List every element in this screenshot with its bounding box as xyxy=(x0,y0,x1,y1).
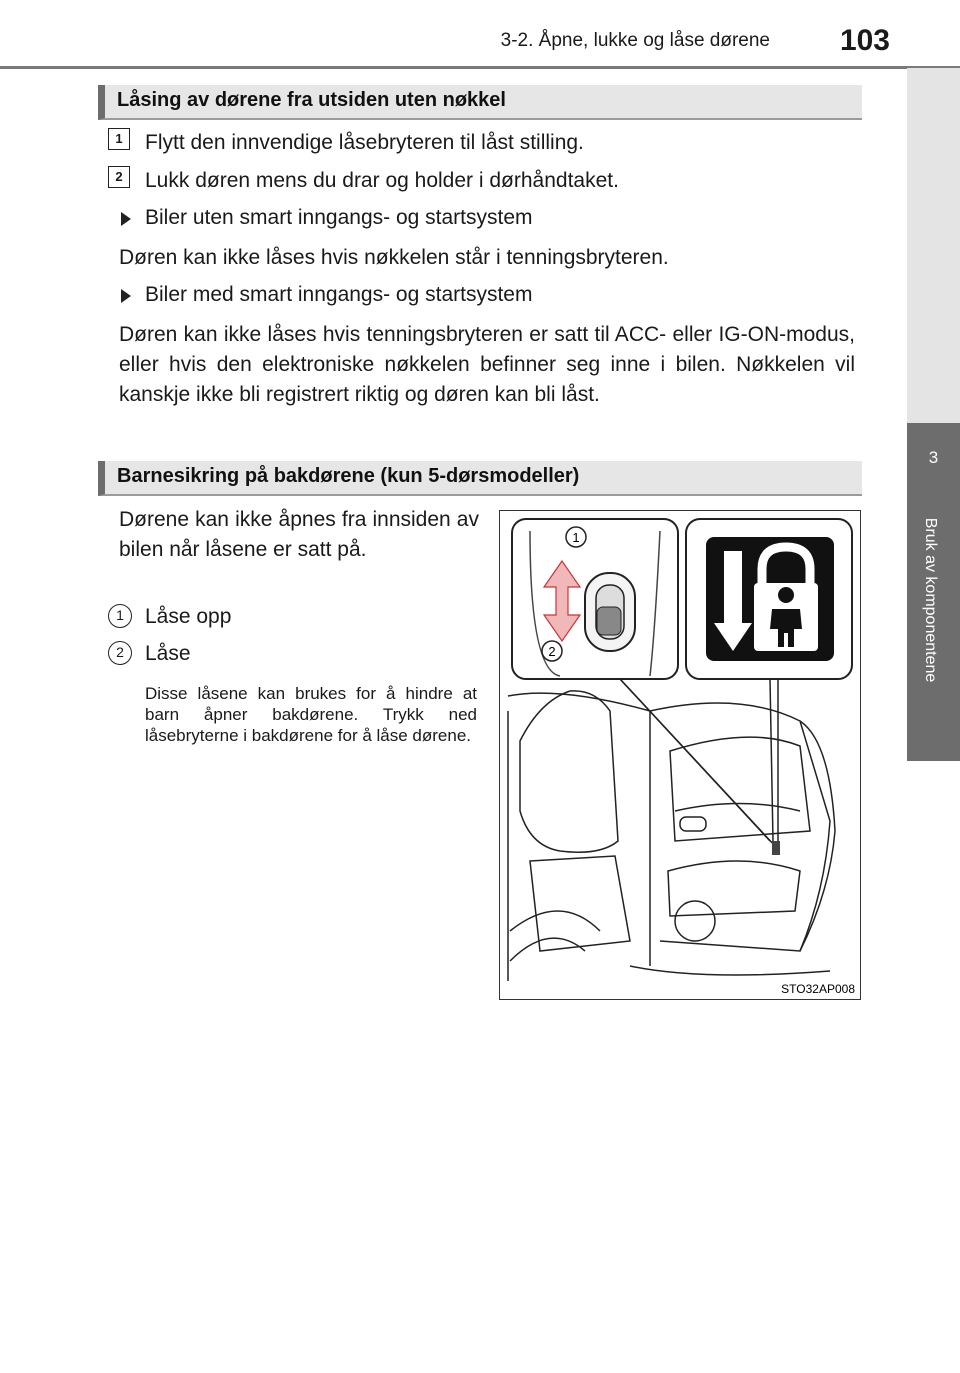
step-number-box: 2 xyxy=(108,166,130,188)
step-text: Lukk døren mens du drar og holder i dørhåndtaket. xyxy=(145,169,619,192)
item-number-circle: 1 xyxy=(108,604,132,628)
step-text: Flytt den innvendige låsebryteren til låst stilling. xyxy=(145,131,584,154)
side-tab-light xyxy=(907,68,960,423)
item-number-circle: 2 xyxy=(108,641,132,665)
chapter-label: Bruk av komponentene xyxy=(922,517,939,683)
callout-2: 2 xyxy=(548,644,556,659)
callout-1: 1 xyxy=(572,530,580,545)
bullet-heading: Biler uten smart inngangs- og startsystem xyxy=(145,206,533,229)
child-lock-figure xyxy=(499,510,861,1000)
page-number: 103 xyxy=(839,24,890,57)
car-door-illustration xyxy=(500,511,859,998)
intro-paragraph: Dørene kan ikke åpnes fra innsiden av bilen når låsene er satt på. xyxy=(119,508,479,561)
bullet-triangle-icon xyxy=(121,212,131,226)
item-text: Låse xyxy=(145,642,191,665)
bullet-paragraph: Døren kan ikke låses hvis tenningsbryteren er satt til ACC- eller IG-ON-modus, eller hvis den elektroniske nøkkelen befinner seg inne i bilen. Nøkkelen vil kanskje ikke bli registrert riktig og døren kan bli låst. xyxy=(119,323,855,406)
step-number-box: 1 xyxy=(108,128,130,150)
figure-code: STO32AP008 xyxy=(781,982,855,996)
note-paragraph: Disse låsene kan brukes for å hindre at barn åpner bakdørene. Trykk ned låsebryterne i bakdørene for å låse dørene. xyxy=(145,684,477,745)
section-heading: Låsing av dørene fra utsiden uten nøkkel xyxy=(117,89,506,111)
bullet-heading: Biler med smart inngangs- og startsystem xyxy=(145,283,533,306)
switch-knob xyxy=(597,607,621,635)
header-rule xyxy=(0,66,960,69)
lock-switch-location xyxy=(772,841,780,855)
section-heading: Barnesikring på bakdørene (kun 5-dørsmodeller) xyxy=(117,465,580,487)
chapter-number: 3 xyxy=(928,448,939,467)
item-text: Låse opp xyxy=(145,605,232,628)
bullet-triangle-icon xyxy=(121,289,131,303)
section-title: 3-2. Åpne, lukke og låse dørene xyxy=(500,30,770,51)
bullet-paragraph: Døren kan ikke låses hvis nøkkelen står i tenningsbryteren. xyxy=(119,246,669,269)
